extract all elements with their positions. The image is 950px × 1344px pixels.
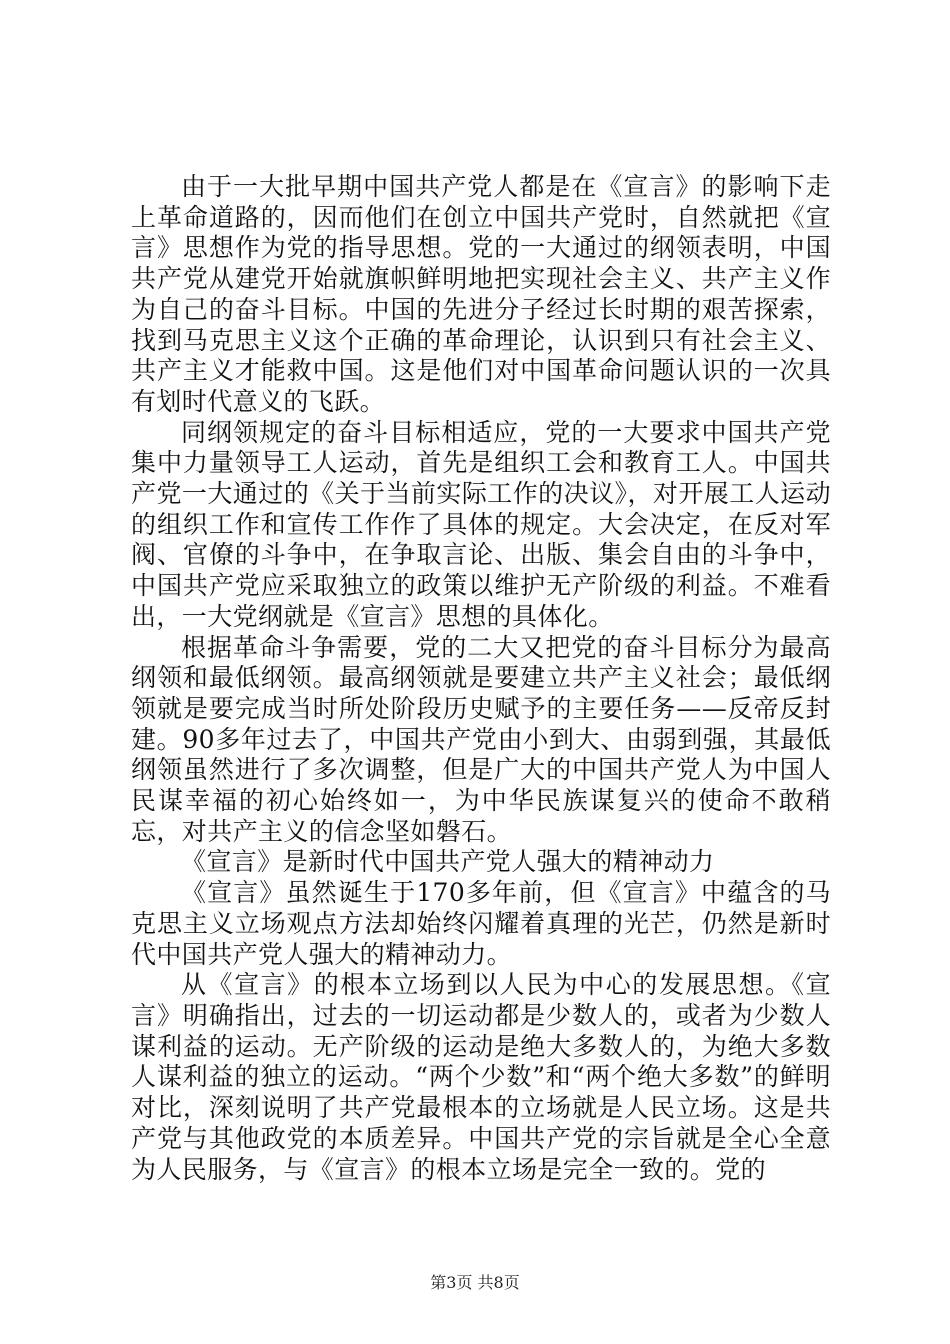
body-paragraph: 同纲领规定的奋斗目标相适应，党的一大要求中国共产党集中力量领导工人运动，首先是组织工会和教育工人。中国共产党一大通过的《关于当前实际工作的决议》，对开展工人运动的组织工作和宣传工作作了具体的规定。大会决定，在反对军阀、官僚的斗争中，在争取言论、出版、集会自由的斗争中，中国共产党应采取独立的政策以维护无产阶级的利益。不难看出，一大党纲就是《宣言》思想的具体化。 <box>131 417 831 631</box>
body-paragraph: 由于一大批早期中国共产党人都是在《宣言》的影响下走上革命道路的，因而他们在创立中国共产党时，自然就把《宣言》思想作为党的指导思想。党的一大通过的纲领表明，中国共产党从建党开始就旗帜鲜明地把实现社会主义、共产主义作为自己的奋斗目标。中国的先进分子经过长时期的艰苦探索，找到马克思主义这个正确的革命理论，认识到只有社会主义、共产主义才能救中国。这是他们对中国革命问题认识的一次具有划时代意义的飞跃。 <box>131 172 831 416</box>
section-heading: 《宣言》是新时代中国共产党人强大的精神动力 <box>181 847 715 877</box>
body-paragraph: 《宣言》虽然诞生于170多年前，但《宣言》中蕴含的马克思主义立场观点方法却始终闪耀着真理的光芒，仍然是新时代中国共产党人强大的精神动力。 <box>131 878 831 969</box>
page-number-footer: 第3页 共8页 <box>430 1273 520 1292</box>
body-paragraph: 从《宣言》的根本立场到以人民为中心的发展思想。《宣言》明确指出，过去的一切运动都是少数人的，或者为少数人谋利益的运动。无产阶级的运动是绝大多数人的，为绝大多数人谋利益的独立的运动。“两个少数”和“两个绝大多数”的鲜明对比，深刻说明了共产党最根本的立场就是人民立场。这是共产党与其他政党的本质差异。中国共产党的宗旨就是全心全意为人民服务，与《宣言》的根本立场是完全一致的。党的 <box>131 970 831 1184</box>
body-paragraph: 根据革命斗争需要，党的二大又把党的奋斗目标分为最高纲领和最低纲领。最高纲领就是要建立共产主义社会；最低纲领就是要完成当时所处阶段历史赋予的主要任务——反帝反封建。90多年过去了，中国共产党由小到大、由弱到强，其最低纲领虽然进行了多次调整，但是广大的中国共产党人为中国人民谋幸福的初心始终如一，为中华民族谋复兴的使命不敢稍忘，对共产主义的信念坚如磐石。 <box>131 632 831 846</box>
document-body <box>131 172 831 1185</box>
